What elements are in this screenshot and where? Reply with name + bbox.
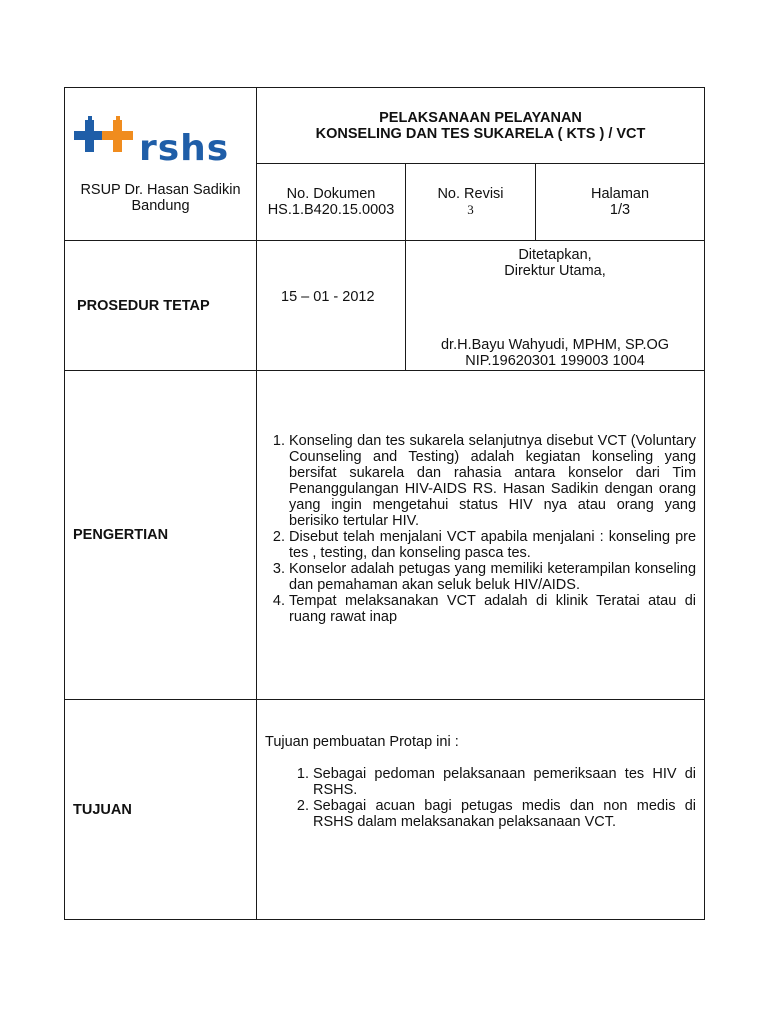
title-line1: PELAKSANAAN PELAYANAN bbox=[379, 109, 582, 126]
revision-cell bbox=[406, 164, 536, 241]
rshs-logo-icon bbox=[73, 116, 253, 162]
effective-date: 15 – 01 - 2012 bbox=[257, 241, 406, 371]
title-line2: KONSELING DAN TES SUKARELA ( KTS ) / VCT bbox=[315, 125, 646, 142]
section-label-tujuan: TUJUAN bbox=[65, 700, 257, 920]
revision-value: 3 bbox=[467, 202, 474, 217]
page-value: 1/3 bbox=[609, 202, 631, 218]
pengertian-content bbox=[257, 371, 705, 700]
approval-position: Direktur Utama, bbox=[504, 263, 606, 279]
document-number-label: No. Dokumen bbox=[286, 186, 376, 202]
hospital-name bbox=[65, 182, 256, 214]
approval-signature-block bbox=[406, 241, 705, 371]
tujuan-list bbox=[265, 766, 696, 830]
logo-hospital-cell bbox=[65, 88, 257, 241]
page-label: Halaman bbox=[591, 186, 650, 202]
signer-name: dr.H.Bayu Wahyudi, MPHM, SP.OG bbox=[440, 337, 670, 353]
list-item: 2. Sebagai acuan bagi petugas medis dan non medis di RSHS dalam melaksanakan pelaksanaan VCT. bbox=[313, 798, 696, 830]
list-item: 4. Tempat melaksanakan VCT adalah di klinik Teratai atau di ruang rawat inap bbox=[289, 593, 696, 625]
list-item: 1. Sebagai pedoman pelaksanaan pemeriksaan tes HIV di RSHS. bbox=[313, 766, 696, 798]
svg-text:rshs: rshs bbox=[139, 128, 230, 162]
list-item: 3. Konselor adalah petugas yang memiliki keterampilan konseling dan pemahaman akan seluk beluk HIV/AIDS. bbox=[289, 561, 696, 593]
procedure-type-label: PROSEDUR TETAP bbox=[65, 241, 257, 371]
hospital-name-line2: Bandung bbox=[131, 198, 190, 214]
hospital-name-line1: RSUP Dr. Hasan Sadikin bbox=[80, 182, 241, 198]
signer-nip: NIP.19620301 199003 1004 bbox=[465, 353, 645, 369]
document-number-cell bbox=[257, 164, 406, 241]
tujuan-intro: Tujuan pembuatan Protap ini : bbox=[265, 734, 459, 750]
section-label-pengertian: PENGERTIAN bbox=[65, 371, 257, 700]
document-number-value: HS.1.B420.15.0003 bbox=[267, 202, 395, 218]
tujuan-content bbox=[257, 700, 705, 920]
procedure-document-table bbox=[64, 87, 705, 920]
list-item: 2. Disebut telah menjalani VCT apabila menjalani : konseling pre tes , testing, dan konseling pasca tes. bbox=[289, 529, 696, 561]
revision-label: No. Revisi bbox=[437, 186, 504, 202]
document-title bbox=[257, 88, 705, 164]
page-cell bbox=[536, 164, 705, 241]
pengertian-list bbox=[265, 433, 696, 625]
list-item: 1. Konseling dan tes sukarela selanjutnya disebut VCT (Voluntary Counseling and Testing) adalah kegiatan konseling yang bersifat sukarela dan rahasia antara konselor dari Tim Penanggulangan HIV-AIDS RS. Hasan Sadikin dengan orang yang ingin mengetahui status HIV nya atau orang yang berisiko tertular HIV. bbox=[289, 433, 696, 529]
approval-set-by: Ditetapkan, bbox=[518, 247, 592, 263]
